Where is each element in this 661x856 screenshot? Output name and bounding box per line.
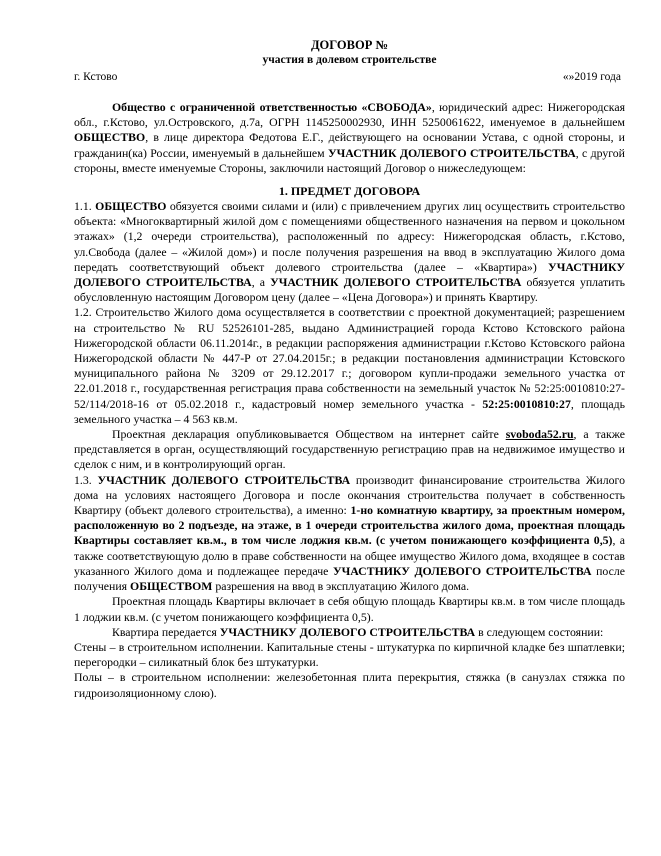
text-run: обязуется своими силами и (или) с привлечением других лиц осуществить строительство объекта: «Многоквартирный жилой дом с помещениями общественного назначения на первом и цокольном этажах» (1,2 очереди строительства), расположенный по адресу: Нижегородская область, г.Кстово, ул.Свобода (далее – «Жилой дом») и после получения разрешения на ввод в эксплуатацию Жилого дома передать соответствующий объект долевого строительства (далее – «Квартира») (74, 199, 625, 274)
bold-text-run: УЧАСТНИКУ ДОЛЕВОГО СТРОИТЕЛЬСТВА (332, 563, 592, 578)
floors-paragraph (74, 670, 625, 700)
document-subtitle: участия в долевом строительстве (262, 54, 437, 66)
text-run: Проектная площадь Квартиры включает в себя общую площадь Квартиры кв.м. в том числе площадь 1 лоджии кв.м. (с учетом понижающего коэффициента 0,5). (74, 594, 625, 624)
bold-text-run: svoboda52.ru (505, 427, 574, 442)
bold-text-run: УЧАСТНИКУ ДОЛЕВОГО СТРОИТЕЛЬСТВА (219, 624, 476, 639)
bold-text-run: 1-но комнатную квартиру, за проектным номером, расположенную во 2 подъезде, на этаже, в 1 очереди строительства жилого дома, проектная площадь Квартиры составляет кв.м., в том числе лоджия кв.м. (с учетом понижающего коэффициента 0,5) (74, 503, 625, 548)
preamble-paragraph (74, 100, 625, 176)
clause-1-1 (74, 199, 625, 305)
text-run: разрешения на ввод в эксплуатацию Жилого дома. (212, 579, 470, 594)
document-title: ДОГОВОР № (310, 38, 389, 52)
text-run: Квартира передается (112, 624, 220, 639)
apartment-state-paragraph (74, 625, 625, 640)
clause-1-3 (74, 473, 625, 595)
text-run: обязуется уплатить обусловленную настоящим Договором цену (далее – «Цена Договора») и принять Квартиру. (74, 275, 625, 305)
text-run: Стены – в строительном исполнении. Капитальные стены - штукатурка по кирпичной кладке без шпатлевки; перегородки – силикатный блок без штукатурки. (74, 639, 625, 670)
text-run: 1.2. Строительство Жилого дома осуществляется в соответствии с проектной документацией; разрешением на строительство № RU 52526101-285, выдано Администрацией города Кстово Кстовского района Нижегородской области 06.11.2014г., в редакции распоряжения администрации г.Кстово Кстовского района Нижегородской области № 447-Р от 27.04.2015г.; в редакции постановления администрации Кстовского муниципального района № 3209 от 29.12.2017 г.; договором купли-продажи земельного участка от 22.01.2018 г., государственная регистрация права собственности на земельный участок № 52:25:0010810:27-52/114/2018-16 от 05.02.2018 г., кадастровый номер земельного участка - (74, 305, 625, 411)
bold-text-run: ОБЩЕСТВОМ (130, 579, 213, 594)
bold-text-run: УЧАСТНИК ДОЛЕВОГО СТРОИТЕЛЬСТВА (327, 145, 576, 160)
project-declaration-paragraph (74, 427, 625, 473)
clause-1-2 (74, 305, 625, 427)
walls-paragraph (74, 640, 625, 670)
text-run: , а также соответствующую долю в праве собственности на общее имущество Жилого дома, входящее в состав указанного Жилого дома и подлежащее передаче (74, 533, 625, 578)
place-date-line (74, 70, 625, 84)
contract-date: «»2019 года (562, 71, 621, 83)
text-run: Полы – в строительном исполнении: железобетонная плита перекрытия, стяжка (в санузлах стяжка по гидроизоляционному слою). (74, 670, 625, 700)
text-run: после получения (74, 563, 625, 594)
text-run: 1.1. (74, 199, 96, 214)
text-run: 1.3. (74, 472, 98, 487)
bold-text-run: Общество с ограниченной ответственностью «СВОБОДА» (112, 100, 432, 114)
section-heading: 1. ПРЕДМЕТ ДОГОВОРА (278, 184, 421, 199)
text-run: , юридический адрес: Нижегородская обл., г.Кстово, ул.Островского, д.7а, ОГРН 1145250002930, ИНН 5250061622, именуемое в дальнейшем (74, 100, 625, 130)
bold-text-run: 52:25:0010810:27 (482, 396, 571, 411)
text-run: производит финансирование строительства Жилого дома на условиях настоящего Договора и после окончания строительства получает в собственность Квартиру (объект долевого строительства), а именно: (74, 472, 625, 518)
text-run: Проектная декларация опубликовывается Обществом на интернет сайте (112, 427, 506, 442)
bold-text-run: УЧАСТНИКУ ДОЛЕВОГО СТРОИТЕЛЬСТВА (74, 259, 625, 290)
text-run: , в лице директора Федотова Е.Г., действующего на основании Устава, с одной стороны, и гражданин(ка) России, именуемый в дальнейшем (74, 130, 625, 160)
text-run: , а (251, 275, 271, 290)
text-run: в следующем состоянии: (475, 624, 604, 639)
text-run: , с другой стороны, вместе именуемые Стороны, заключили настоящий Договор о нижеследующем: (74, 145, 625, 175)
apartment-area-paragraph (74, 594, 625, 624)
text-run: , а также представляется в орган, осуществляющий государственную регистрацию прав на недвижимое имущество и сделок с ним, и в контролирующий орган. (74, 427, 625, 472)
text-run: , площадь земельного участка – 4 563 кв.м. (74, 396, 626, 426)
bold-text-run: УЧАСТНИК ДОЛЕВОГО СТРОИТЕЛЬСТВА (97, 472, 351, 487)
bold-text-run: УЧАСТНИК ДОЛЕВОГО СТРОИТЕЛЬСТВА (270, 275, 522, 290)
bold-text-run: ОБЩЕСТВО (74, 130, 146, 145)
bold-text-run: ОБЩЕСТВО (95, 199, 167, 214)
city: г. Кстово (74, 71, 118, 83)
